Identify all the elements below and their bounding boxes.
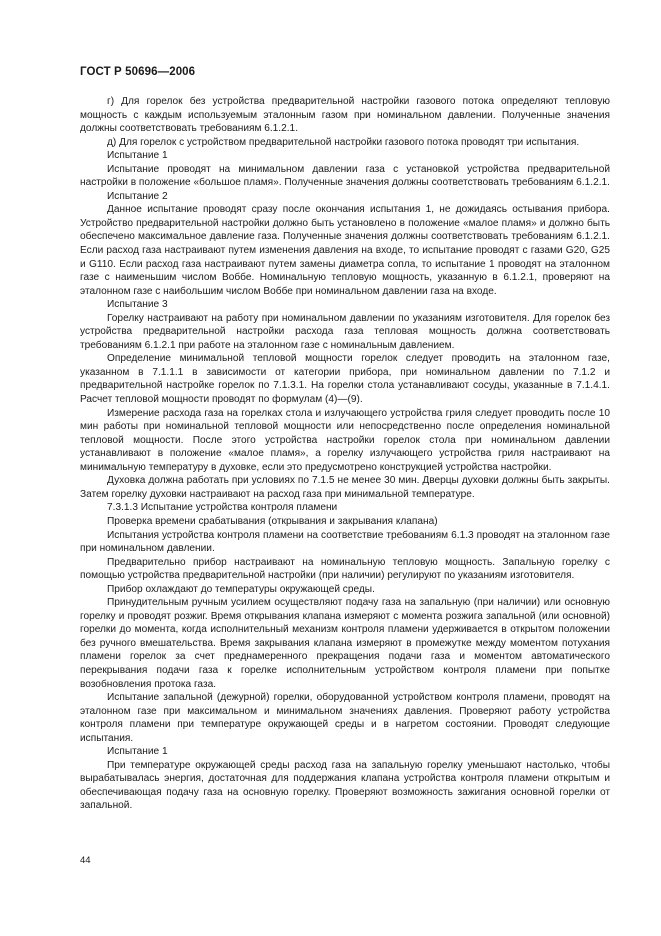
test-3-body: Горелку настраивают на работу при номинальном давлении по указаниям изготовителя. Для горелок без устройства предварительной настройки расхода газа тепловая мощность должна соответствовать требованиям 6.1.2.1 при работе на эталонном газе с номинальным давлением. <box>80 312 610 351</box>
paragraph-cooling: Прибор охлаждают до температуры окружающей среды. <box>107 583 375 595</box>
test-1-body: Испытание проводят на минимальном давлении газа с установкой устройства предварительной настройки в положение «большое пламя». Полученные значения должны соответствовать требованиям 6.1.2.1. <box>80 163 610 189</box>
test-3-heading: Испытание 3 <box>107 299 168 311</box>
paragraph-oven: Духовка должна работать при условиях по 7.1.5 не менее 30 мин. Дверцы духовки должны быть закрыты. Затем горелку духовки настраивают на расход газа при минимальной температуре. <box>80 475 610 500</box>
test-2-heading: Испытание 2 <box>107 190 168 202</box>
paragraph-pilot-burner: Испытание запальной (дежурной) горелки, оборудованной устройством контроля пламени, проводят на эталонном газе при максимальном и минимальном значениях давления. Проверяют работу устройства контроля пламени при температуре окружающей среды и в нагретом состоянии. Проводят следующие испытания. <box>80 692 610 744</box>
paragraph-min-power: Определение минимальной тепловой мощности горелок следует проводить на эталонном газе, указанном в 7.1.1.1 в зависимости от категории прибора, при номинальном давлении по 7.1.2 и предварительной настройке горелок по 7.1.3.1. На горелки стола устанавливают сосуды, указанные в 7.1.4.1. Расчет тепловой мощности проводят по формулам (4)—(9). <box>80 353 610 406</box>
paragraph-preliminary-setup: Предварительно прибор настраивают на номинальную тепловую мощность. Запальную горелку с помощью устройства предварительной настройки (при наличии) регулируют по указаниям изготовителя. <box>80 556 610 582</box>
paragraph-item-d: д) Для горелок с устройством предварительной настройки газового потока проводят три испытания. <box>107 136 580 148</box>
test-2-body: Данное испытание проводят сразу после окончания испытания 1, не дожидаясь остывания прибора. Устройство предварительной настройки должно быть установлено в положение «малое пламя» и должно быть обеспечено максимальное давление газа. Полученные значения должны соответствовать требованиям 6.1.2.1. Если расход газа настраивают путем изменения давления на входе, то испытание проводят с газами G20, G25 и G110. Если расход газа настраивают путем замены диаметра сопла, то испытание 1 проводят на эталонном газе с наименьшим числом Воббе. Номинальную тепловую мощность, указанную в 6.1.2.1, проверяют на эталонном газе с наибольшим числом Воббе при номинальном давлении газа на входе. <box>80 204 610 297</box>
paragraph-grill-measurement: Измерение расхода газа на горелках стола и излучающего устройства гриля следует проводить после 10 мин работы при номинальной тепловой мощности или непосредственно после определения номинальной тепловой мощности. После этого устройства настройки горелок стола при номинальном давлении устанавливают в положение «малое пламя», а горелку излучающего устройства гриля настраивают на минимальную температуру в духовке, если это предусмотрено конструкцией устройства настройки. <box>80 407 610 473</box>
paragraph-item-g: г) Для горелок без устройства предварительной настройки газового потока определяют тепловую мощность с каждым используемым эталонным газом при номинальном давлении. Полученные значения должны соответствовать требованиям 6.1.2.1. <box>80 96 610 135</box>
test-1b-body: При температуре окружающей среды расход газа на запальную горелку уменьшают настолько, чтобы вырабатывалась энергия, достаточная для поддержания клапана устройства контроля пламени открытым и обеспечивающая подачу газа на основную горелку. Проверяют возможность зажигания основной горелки от запальной. <box>80 759 610 812</box>
test-1b-heading: Испытание 1 <box>107 746 168 758</box>
section-heading-7-3-1-3: 7.3.1.3 Испытание устройства контроля пламени <box>107 502 338 514</box>
paragraph-forced-ignition: Принудительным ручным усилием осуществляют подачу газа на запальную (при наличии) или основную горелку и проводят розжиг. Время открывания клапана измеряют с момента розжига запальной (или основной) горелки до момента, когда исполнительный механизм контроля пламени удерживается в открытом положении без ручного вмешательства. Время закрывания клапана измеряют в промежутке между моментом потухания пламени горелок за счет преднамеренного прекращения подачи газа и моментом автоматического перекрывания подачи газа к горелке исполнительным устройством контроля пламени при попытке возобновления протока газа. <box>80 597 610 690</box>
document-header-title: ГОСТ Р 50696—2006 <box>80 66 196 78</box>
page-number: 44 <box>80 855 91 866</box>
paragraph-check-time: Проверка времени срабатывания (открывания и закрывания клапана) <box>107 515 438 527</box>
document-body <box>80 95 610 813</box>
paragraph-flame-control-tests: Испытания устройства контроля пламени на соответствие требованиям 6.1.3 проводят на эталонном газе при номинальном давлении. <box>80 529 610 555</box>
test-1-heading: Испытание 1 <box>107 150 168 162</box>
